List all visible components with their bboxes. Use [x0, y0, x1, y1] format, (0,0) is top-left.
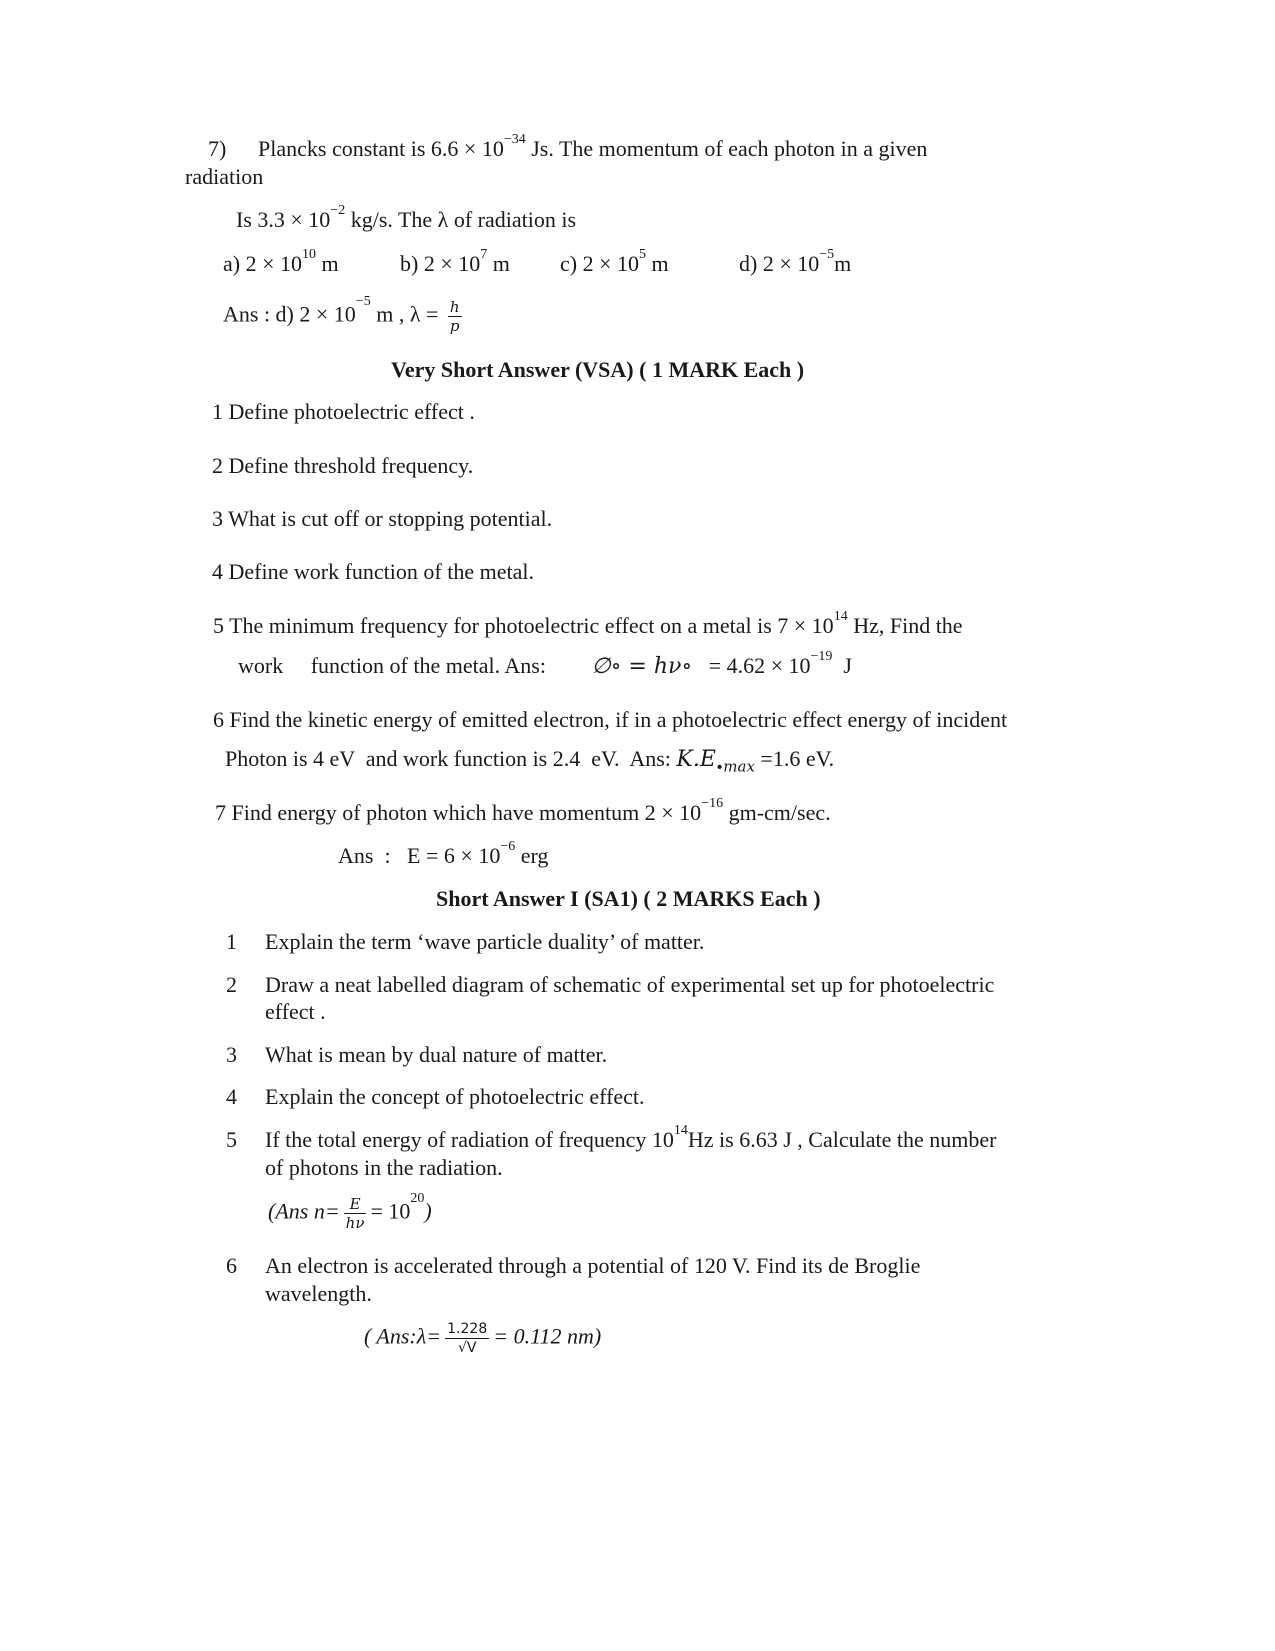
sa1-heading: Short Answer I (SA1) ( 2 MARKS Each )	[436, 886, 821, 911]
vsa-question-5-line2: work function of the metal. Ans: ∅∘ = hν∘ = $4.62 \times 10^{-19}$ J	[238, 649, 852, 679]
vsa-question-3: 3 What is cut off or stopping potential.	[212, 506, 553, 531]
vsa-question-5-line1: 5 The minimum frequency for photoelectric effect on a metal is $7 \times 10^{14}$ Hz, Find the	[213, 609, 963, 638]
sa1-item-3-text: What is mean by dual nature of matter.	[265, 1042, 608, 1067]
mcq-question-line2: radiation	[185, 164, 264, 189]
sa1-item-6-text-line2: wavelength.	[265, 1281, 372, 1306]
sa1-item-2-number: 2	[226, 972, 237, 997]
sa1-item-3-number: 3	[226, 1042, 237, 1067]
vsa-question-7-line1: 7 Find energy of photon which have momentum $2 \times 10^{-16}$ gm-cm/sec.	[215, 796, 831, 825]
vsa-question-2: 2 Define threshold frequency.	[212, 453, 474, 478]
ans5-fraction: $\frac{E}{h\nu}$	[345, 1195, 365, 1232]
sa1-item-6-text: An electron is accelerated through a potential of 120 V. Find its de Broglie	[265, 1253, 921, 1278]
vsa-heading: Very Short Answer (VSA) ( 1 MARK Each )	[391, 357, 805, 382]
sa1-item-4-number: 4	[226, 1084, 237, 1109]
mcq-option-b: b) $2 \times 10^7$ m	[400, 247, 510, 276]
sa1-item-1-text: Explain the term ‘wave particle duality’ of matter.	[265, 929, 705, 954]
vsa-question-4: 4 Define work function of the metal.	[212, 559, 534, 584]
sa1-item-1-number: 1	[226, 929, 237, 954]
sa1-item-5-number: 5	[226, 1127, 237, 1152]
vsa-question-7-answer: Ans : $E = 6 \times 10^{-6}$ erg	[338, 839, 549, 868]
sa1-item-6-answer: ( Ans:λ= $\frac{1.228}{√V}$ = 0.112 nm)	[364, 1321, 602, 1356]
sa1-item-2-text: Draw a neat labelled diagram of schematic of experimental set up for photoelectric	[265, 972, 995, 997]
sa1-item-5-text: If the total energy of radiation of frequency $10^{14}Hz$ is 6.63 J , Calculate the number	[265, 1123, 997, 1152]
mcq-number: 7)	[208, 136, 227, 161]
mcq-option-d: d) $2 \times 10^{-5}m$	[739, 247, 852, 276]
ans6-fraction: $\frac{1.228}{√V}$	[447, 1321, 488, 1356]
mcq-option-a: a) $2 \times 10^{10}$ m	[223, 247, 339, 276]
sa1-item-4-text: Explain the concept of photoelectric effect.	[265, 1084, 645, 1109]
mcq-question-line1: Plancks constant is $6.6 \times 10^{-34}$ Js. The momentum of each photon in a given	[258, 132, 928, 161]
mcq-answer: Ans : d) $2 \times 10^{-5}$ m , λ = $\frac{h}{p}$	[223, 294, 460, 335]
mcq-question-line3: Is $3.3 \times 10^{-2}$ kg/s. The λ of radiation is	[236, 203, 577, 232]
sa1-item-2-text-line2: effect .	[265, 999, 326, 1024]
sa1-item-5-text-line2: of photons in the radiation.	[265, 1155, 503, 1180]
answer-fraction: $\frac{h}{p}$	[449, 298, 460, 335]
vsa-question-6-line2: Photon is 4 eV and work function is 2.4 eV. Ans: $K.E_{\cdot max} =1.6$ eV.	[225, 746, 835, 776]
sa1-item-6-number: 6	[226, 1253, 237, 1278]
vsa-question-1: 1 Define photoelectric effect .	[212, 399, 475, 424]
vsa-question-6-line1: 6 Find the kinetic energy of emitted electron, if in a photoelectric effect energy of incident	[213, 707, 1008, 732]
sa1-item-5-answer: (Ans n= $\frac{E}{h\nu}$ = $10^{20}$)	[268, 1191, 432, 1232]
mcq-option-c: c) $2 \times 10^5$ m	[560, 247, 669, 276]
